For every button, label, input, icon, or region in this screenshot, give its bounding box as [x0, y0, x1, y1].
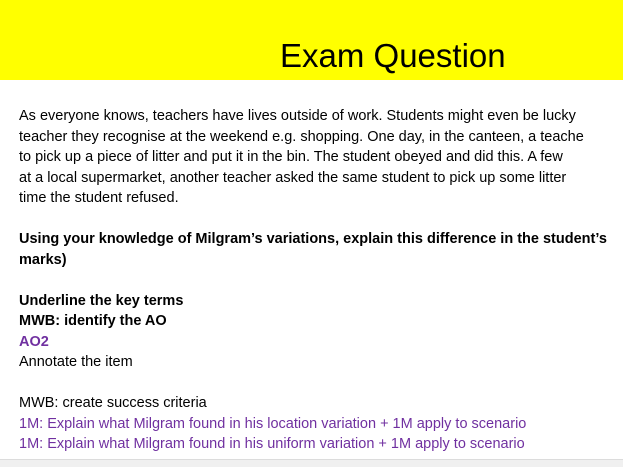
slide-body — [19, 106, 623, 455]
question-line-1: Using your knowledge of Milgram’s variations, explain this difference in the student’s — [19, 231, 607, 247]
title-band — [0, 0, 623, 80]
task-underline-key-terms: Underline the key terms — [19, 292, 184, 309]
scenario-line-3: to pick up a piece of litter and put it in the bin. The student obeyed and did this. A few — [19, 149, 563, 165]
success-criterion-location: 1M: Explain what Milgram found in his location variation + 1M apply to scenario — [19, 415, 527, 432]
bottom-edge — [0, 459, 623, 467]
scenario-line-2: teacher they recognise at the weekend e.g. shopping. One day, in the canteen, a teache — [19, 128, 584, 145]
ao-answer: AO2 — [19, 333, 49, 350]
success-criteria-heading: MWB: create success criteria — [19, 395, 207, 411]
slide-title: Exam Question — [280, 37, 506, 74]
task-identify-ao: MWB: identify the AO — [19, 313, 167, 329]
success-criterion-uniform: 1M: Explain what Milgram found in his uniform variation + 1M apply to scenario — [19, 436, 525, 452]
spacer — [19, 209, 623, 230]
scenario-line-1: As everyone knows, teachers have lives outside of work. Students might even be lucky — [19, 108, 576, 124]
task-annotate-item: Annotate the item — [19, 354, 133, 370]
scenario-line-5: time the student refused. — [19, 190, 179, 206]
spacer — [19, 270, 623, 291]
spacer — [19, 373, 623, 394]
question-line-2: marks) — [19, 251, 67, 268]
scenario-line-4: at a local supermarket, another teacher asked the same student to pick up some litter — [19, 169, 567, 186]
